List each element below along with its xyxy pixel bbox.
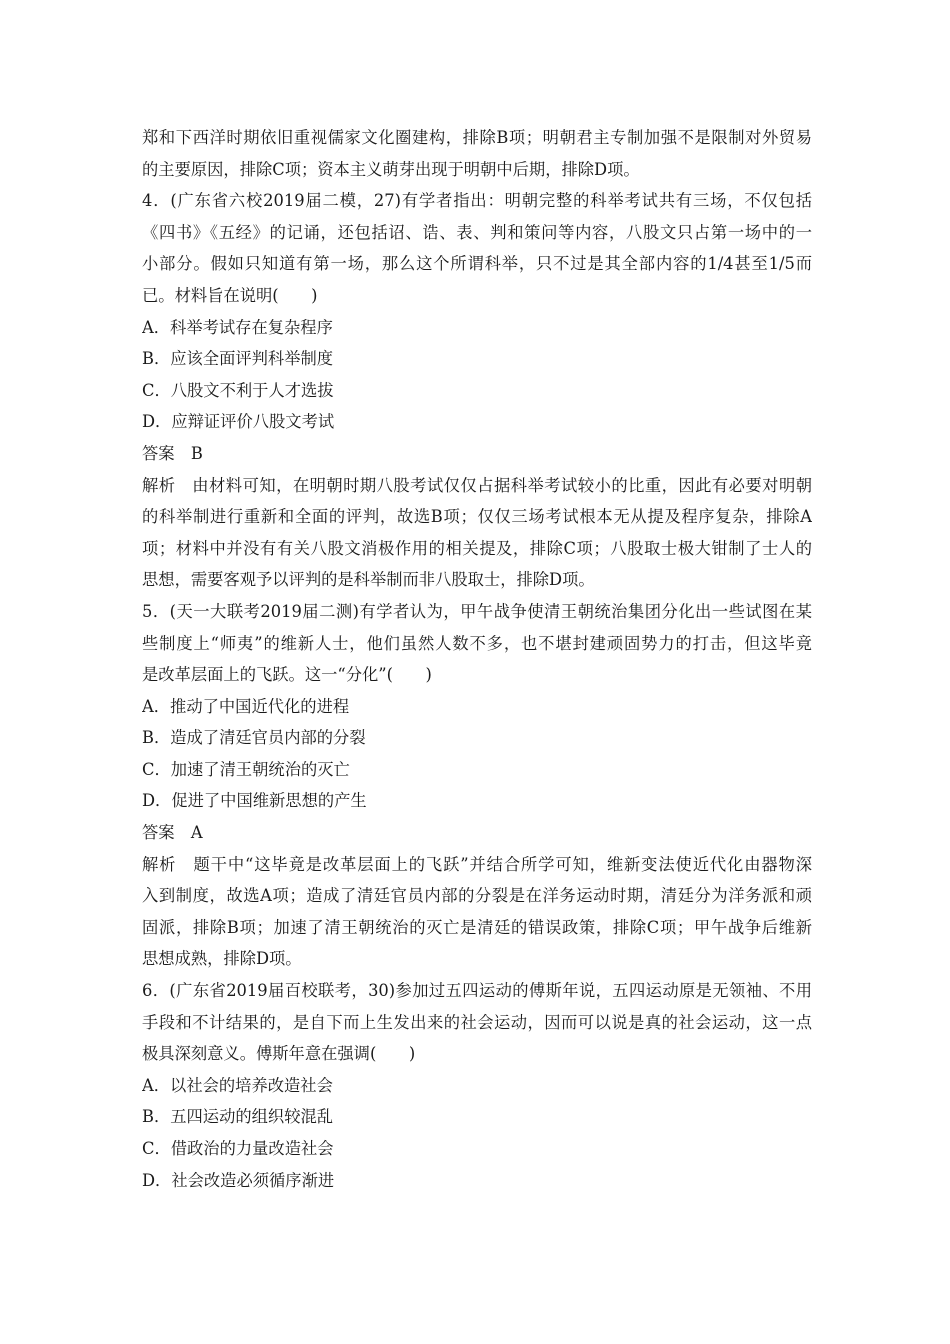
analysis-line: 思想，需要客观予以评判的是科举制而非八股取士，排除D项。 — [142, 570, 595, 590]
question-stem-line: 极具深刻意义。傅斯年意在强调( ) — [142, 1044, 416, 1064]
option-d: D．社会改造必须循序渐进 — [142, 1170, 335, 1190]
option-c: C．借政治的力量改造社会 — [142, 1139, 334, 1158]
answer: 答案 A — [142, 823, 203, 843]
analysis-line: 入到制度，故选A项；造成了清廷官员内部的分裂是在洋务运动时期，清廷分为洋务派和顽 — [142, 886, 812, 906]
question-5 — [142, 596, 812, 975]
option-d: D．促进了中国维新思想的产生 — [142, 791, 367, 811]
option-a: A．科举考试存在复杂程序 — [142, 317, 333, 337]
analysis-line: 解析 由材料可知，在明朝时期八股考试仅仅占据科举考试较小的比重，因此有必要对明朝 — [142, 475, 812, 495]
question-stem-line: 些制度上“师夷”的维新人士，他们虽然人数不多，也不堪封建顽固势力的打击，但这毕竟 — [142, 633, 812, 653]
question-stem-line: 5．(天一大联考2019届二测)有学者认为，甲午战争使清王朝统治集团分化出一些试图在某 — [142, 601, 812, 621]
question-stem-line: 4．(广东省六校2019届二模，27)有学者指出：明朝完整的科举考试共有三场，不仅包括 — [142, 191, 812, 211]
analysis-line: 思想成熟，排除D项。 — [142, 949, 302, 969]
question-stem-line: 《四书》《五经》的记诵，还包括诏、诰、表、判和策问等内容，八股文只占第一场中的一 — [142, 222, 812, 242]
option-a: A．以社会的培养改造社会 — [142, 1075, 333, 1095]
question-stem-line: 是改革层面上的飞跃。这一“分化”( ) — [142, 665, 432, 685]
intro-analysis — [142, 122, 812, 185]
text-line: 郑和下西洋时期依旧重视儒家文化圈建构，排除B项；明朝君主专制加强不是限制对外贸易 — [142, 128, 812, 147]
question-4 — [142, 185, 812, 596]
question-6 — [142, 975, 812, 1196]
option-c: C．八股文不利于人才选拔 — [142, 380, 334, 400]
text-line: 的主要原因，排除C项；资本主义萌芽出现于明朝中后期，排除D项。 — [142, 159, 640, 179]
question-stem-line: 小部分。假如只知道有第一场，那么这个所谓科举，只不过是其全部内容的1/4甚至1/5而 — [142, 254, 812, 274]
analysis-line: 解析 题干中“这毕竟是改革层面上的飞跃”并结合所学可知，维新变法使近代化由器物深 — [142, 854, 812, 874]
analysis-line: 项；材料中并没有有关八股文消极作用的相关提及，排除C项；八股取士极大钳制了士人的 — [142, 538, 812, 558]
analysis-line: 的科举制进行重新和全面的评判，故选B项；仅仅三场考试根本无从提及程序复杂，排除A — [142, 507, 812, 527]
answer: 答案 B — [142, 443, 203, 463]
option-a: A．推动了中国近代化的进程 — [142, 696, 350, 716]
question-stem-line: 已。材料旨在说明( ) — [142, 285, 318, 305]
option-b: B．五四运动的组织较混乱 — [142, 1107, 334, 1127]
question-stem-line: 6．(广东省2019届百校联考，30)参加过五四运动的傅斯年说，五四运动原是无领袖、不用 — [142, 981, 812, 1001]
option-b: B．造成了清廷官员内部的分裂 — [142, 728, 366, 748]
option-c: C．加速了清王朝统治的灭亡 — [142, 759, 350, 779]
document-page — [142, 122, 812, 1196]
option-b: B．应该全面评判科举制度 — [142, 349, 334, 369]
option-d: D．应辩证评价八股文考试 — [142, 412, 335, 432]
analysis-line: 固派，排除B项；加速了清王朝统治的灭亡是清廷的错误政策，排除C项；甲午战争后维新 — [142, 917, 812, 937]
question-stem-line: 手段和不计结果的，是自下而上生发出来的社会运动，因而可以说是真的社会运动，这一点 — [142, 1012, 812, 1032]
